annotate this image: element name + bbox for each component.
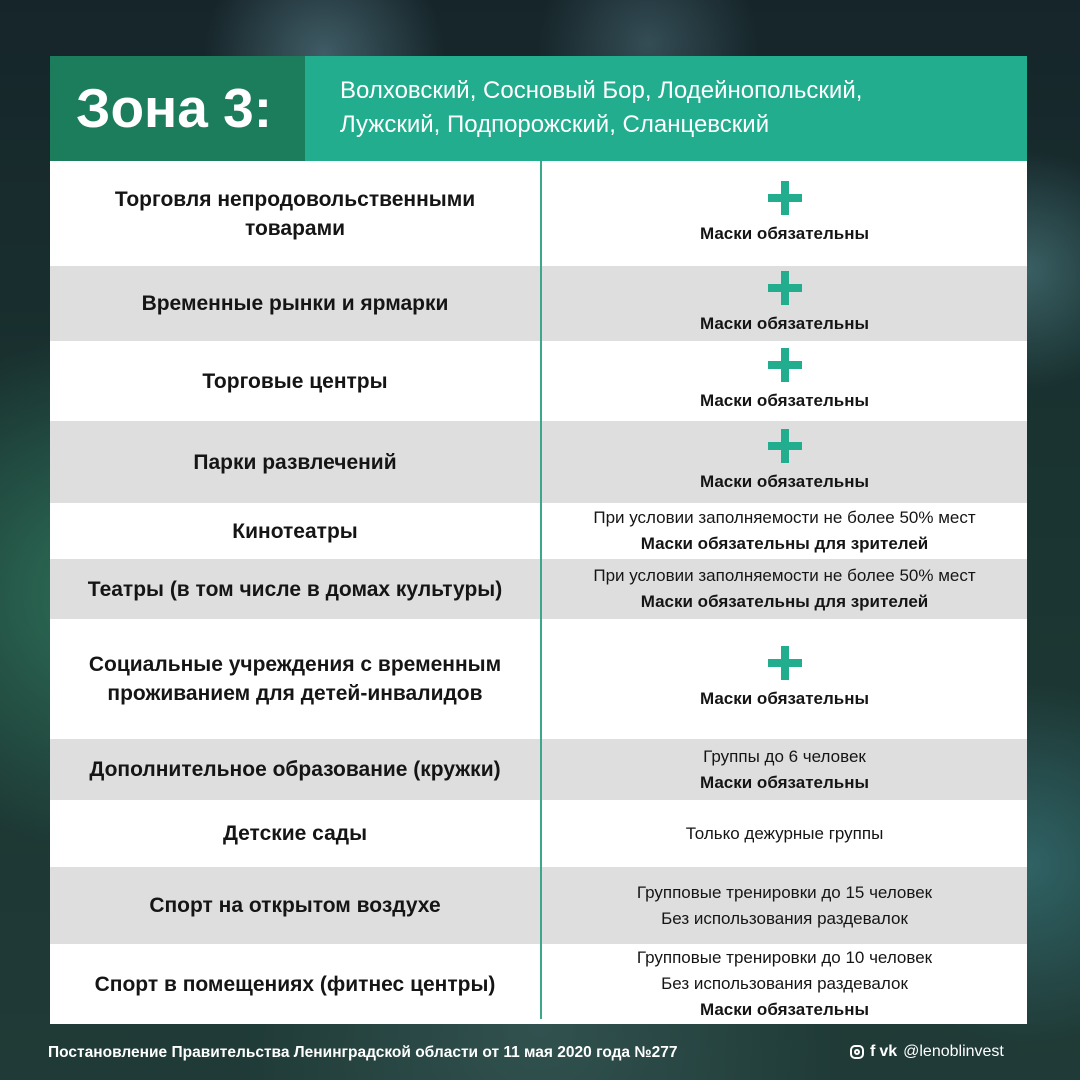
condition-cell <box>542 739 1027 800</box>
condition-text: Без использования раздевалок <box>661 974 908 993</box>
category-name-line: Дополнительное образование (кружки) <box>89 758 501 781</box>
category-name-line: Торговые центры <box>202 369 388 393</box>
condition-cell <box>542 266 1027 341</box>
category-name-line: Спорт в помещениях (фитнес центры) <box>94 972 496 996</box>
condition-cell <box>542 944 1027 1024</box>
mask-requirement: Маски обязательны для зрителей <box>640 592 929 611</box>
condition-text: Группы до 6 человек <box>703 746 866 766</box>
category-name <box>50 739 540 800</box>
plus-icon <box>768 646 802 680</box>
category-name-line: проживанием для детей-инвалидов <box>107 682 483 705</box>
condition-cell <box>542 503 1027 559</box>
mask-requirement: Маски обязательны <box>699 1000 870 1019</box>
instagram-icon[interactable] <box>850 1045 864 1059</box>
social-handle: @lenoblinvest <box>903 1043 1004 1060</box>
category-name <box>50 944 540 1024</box>
facebook-icon[interactable]: f <box>870 1043 876 1060</box>
category-name-line: Детские сады <box>222 822 368 845</box>
mask-requirement: Маски обязательны <box>699 472 870 491</box>
table-row <box>50 421 1027 503</box>
restrictions-table <box>50 56 1027 1024</box>
table-row <box>50 944 1027 1024</box>
condition-cell <box>542 161 1027 266</box>
column-divider <box>540 161 542 1019</box>
districts-line-1: Волховский, Сосновый Бор, Лодейнопольский, <box>340 77 863 104</box>
condition-cell <box>542 341 1027 421</box>
vk-icon[interactable]: vk <box>879 1043 898 1060</box>
category-name <box>50 619 540 739</box>
districts-line-2: Лужский, Подпорожский, Сланцевский <box>340 111 770 138</box>
plus-icon <box>768 271 802 305</box>
condition-text: Без использования раздевалок <box>661 908 908 928</box>
plus-icon <box>768 181 802 215</box>
category-name-line: Кинотеатры <box>232 519 358 543</box>
table-row <box>50 266 1027 341</box>
zone-title: Зона 3: <box>50 56 305 161</box>
condition-cell <box>542 867 1027 944</box>
category-name <box>50 421 540 503</box>
category-name <box>50 559 540 619</box>
table-row <box>50 161 1027 266</box>
mask-requirement: Маски обязательны <box>699 313 870 333</box>
table-row <box>50 503 1027 559</box>
social-links <box>850 1043 1004 1061</box>
condition-text: При условии заполняемости не более 50% мест <box>593 508 976 527</box>
table-row <box>50 619 1027 739</box>
category-name-line: Спорт на открытом воздухе <box>149 894 441 917</box>
category-name <box>50 503 540 559</box>
table-row <box>50 559 1027 619</box>
plus-icon <box>768 429 802 463</box>
category-name <box>50 341 540 421</box>
condition-cell <box>542 559 1027 619</box>
condition-cell <box>542 619 1027 739</box>
category-name-line: товарами <box>244 216 346 240</box>
table-row <box>50 800 1027 867</box>
condition-cell <box>542 800 1027 867</box>
decree-reference: Постановление Правительства Ленинградской области от 11 мая 2020 года №277 <box>48 1044 678 1061</box>
condition-text: Только дежурные группы <box>685 823 884 843</box>
table-row <box>50 341 1027 421</box>
category-name-line: Парки развлечений <box>193 450 397 474</box>
condition-text: Групповые тренировки до 15 человек <box>636 882 933 902</box>
table-row <box>50 739 1027 800</box>
plus-icon <box>768 348 802 382</box>
category-name-line: Социальные учреждения с временным <box>88 653 502 676</box>
condition-cell <box>542 421 1027 503</box>
category-name-line: Торговля непродовольственными <box>114 187 476 211</box>
condition-text: Групповые тренировки до 10 человек <box>636 948 933 967</box>
mask-requirement: Маски обязательны <box>699 689 870 708</box>
mask-requirement: Маски обязательны <box>699 391 870 410</box>
table-row <box>50 867 1027 944</box>
condition-text: При условии заполняемости не более 50% мест <box>593 566 976 585</box>
category-name <box>50 161 540 266</box>
mask-requirement: Маски обязательны <box>699 772 870 792</box>
category-name <box>50 800 540 867</box>
mask-requirement: Маски обязательны <box>699 223 870 243</box>
mask-requirement: Маски обязательны для зрителей <box>640 534 929 553</box>
category-name <box>50 867 540 944</box>
category-name <box>50 266 540 341</box>
category-name-line: Театры (в том числе в домах культуры) <box>87 577 503 601</box>
category-name-line: Временные рынки и ярмарки <box>141 292 449 315</box>
